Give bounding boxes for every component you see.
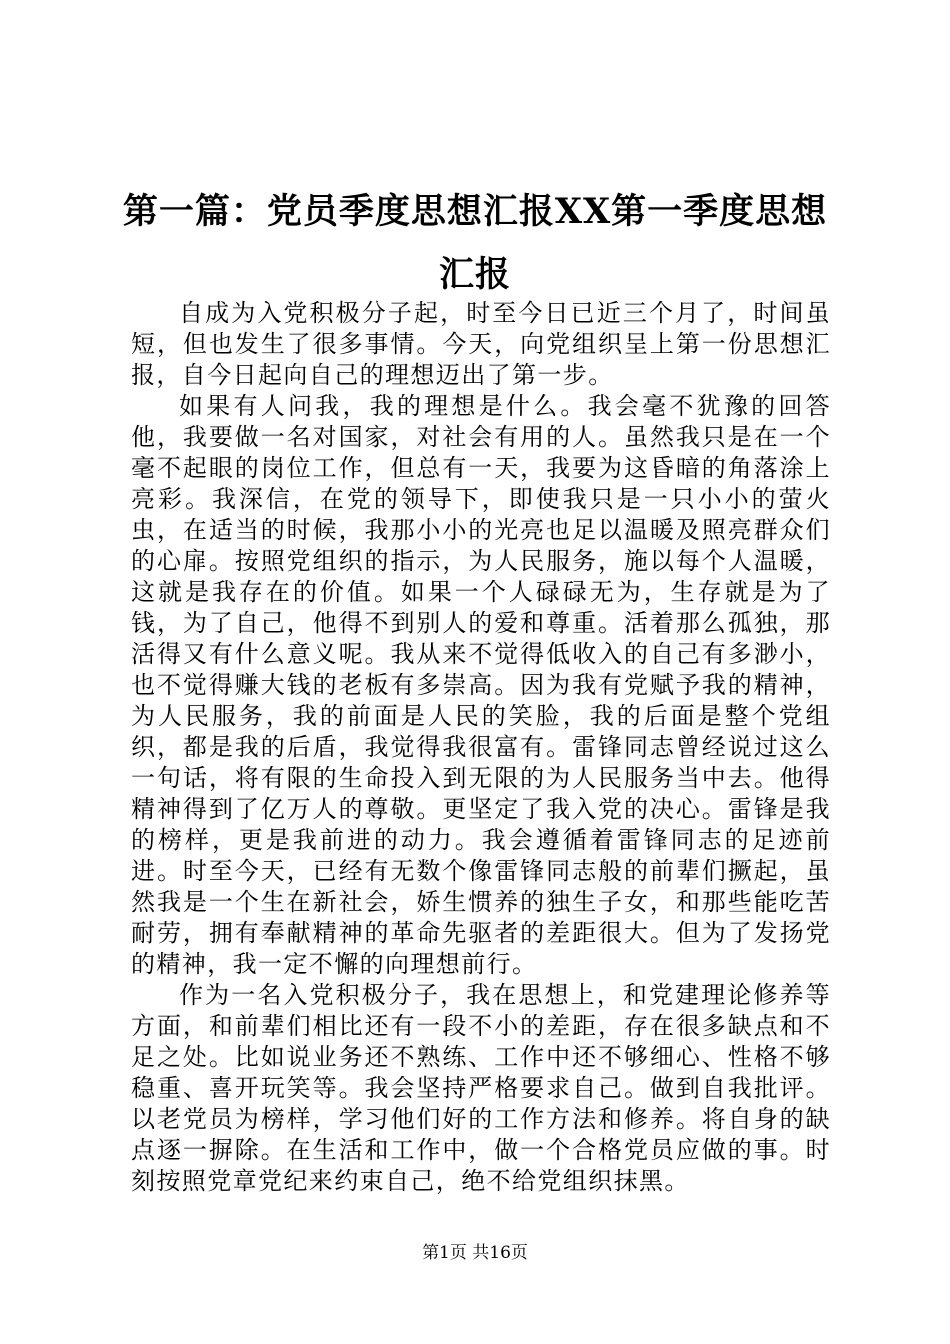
- page-footer: [0, 1241, 950, 1265]
- page-indicator: 第1页 共16页: [422, 1243, 528, 1263]
- paragraph-1: 自成为入党积极分子起，时至今日已近三个月了，时间虽短，但也发生了很多事情。今天，向党组织呈上第一份思想汇报，自今日起向自己的理想迈出了第一步。: [131, 299, 831, 389]
- document-title: 第一篇：党员季度思想汇报XX第一季度思想汇报: [122, 191, 828, 295]
- document-body: [131, 298, 831, 1197]
- paragraph-2: 如果有人问我，我的理想是什么。我会毫不犹豫的回答他，我要做一名对国家，对社会有用的人。虽然我只是在一个毫不起眼的岗位工作，但总有一天，我要为这昏暗的角落涂上亮彩。我深信，在党的领导下，即使我只是一只小小的萤火虫，在适当的时候，我那小小的光亮也足以温暖及照亮群众们的心扉。按照党组织的指示，为人民服务，施以每个人温暖，这就是我存在的价值。如果一个人碌碌无为，生存就是为了钱，为了自己，他得不到别人的爱和尊重。活着那么孤独，那活得又有什么意义呢。我从来不觉得低收入的自己有多渺小，也不觉得赚大钱的老板有多崇高。因为我有党赋予我的精神，为人民服务，我的前面是人民的笑脸，我的后面是整个党组织，都是我的后盾，我觉得我很富有。雷锋同志曾经说过这么一句话，将有限的生命投入到无限的为人民服务当中去。他得精神得到了亿万人的尊敬。更坚定了我入党的决心。雷锋是我的榜样，更是我前进的动力。我会遵循着雷锋同志的足迹前进。时至今天，已经有无数个像雷锋同志般的前辈们撅起，虽然我是一个生在新社会，娇生惯养的独生子女，和那些能吃苦耐劳，拥有奉献精神的革命先驱者的差距很大。但为了发扬党的精神，我一定不懈的向理想前行。: [131, 392, 831, 978]
- paragraph-3: 作为一名入党积极分子，我在思想上，和党建理论修养等方面，和前辈们相比还有一段不小的差距，存在很多缺点和不足之处。比如说业务还不熟练、工作中还不够细心、性格不够稳重、喜开玩笑等。我会坚持严格要求自己。做到自我批评。以老党员为榜样，学习他们好的工作方法和修养。将自身的缺点逐一摒除。在生活和工作中，做一个合格党员应做的事。时刻按照党章党纪来约束自己，绝不给党组织抹黑。: [131, 981, 831, 1195]
